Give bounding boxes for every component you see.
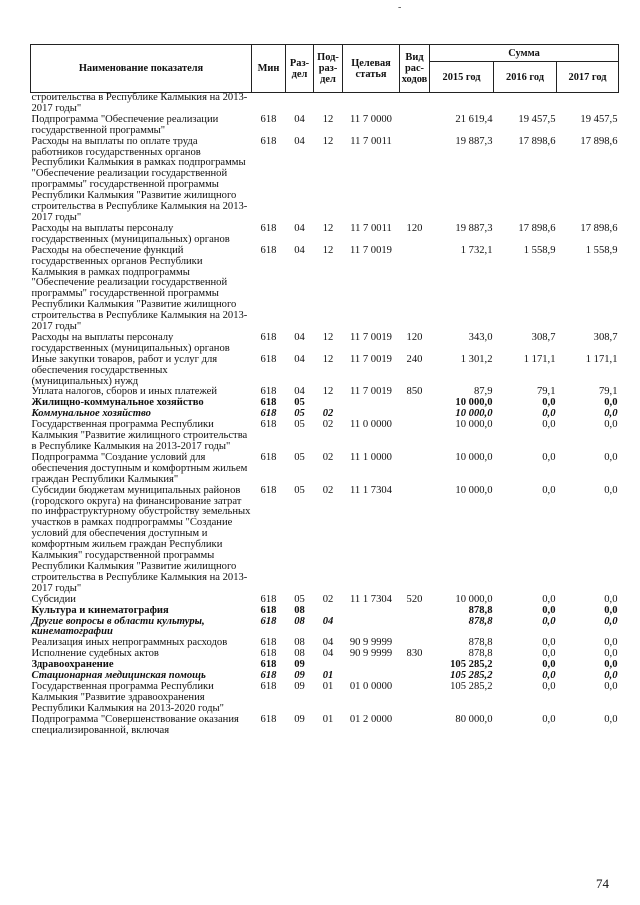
row-expense-type [400, 246, 430, 333]
row-target-article [343, 606, 400, 617]
row-min: 618 [260, 615, 277, 627]
row-razdel [286, 93, 314, 115]
row-podrazdel: 12 [322, 386, 334, 398]
row-2015: 10 000,0 [455, 593, 493, 605]
row-razdel: 04 [294, 222, 305, 234]
row-2017: 0,0 [604, 680, 618, 692]
row-min: 618 [260, 386, 277, 398]
row-2017: 0,0 [604, 648, 618, 660]
row-2017: 0,0 [604, 637, 618, 649]
row-name: Реализация иных непрограммных расходов [31, 637, 228, 649]
row-podrazdel: 04 [322, 615, 334, 627]
row-2017: 79,1 [598, 386, 618, 398]
header-2017: 2017 год [557, 62, 619, 93]
row-razdel: 04 [294, 386, 305, 398]
row-2016: 0,0 [542, 637, 556, 649]
row-podrazdel: 12 [322, 353, 334, 365]
row-podrazdel: 12 [322, 244, 334, 256]
header-name: Наименование показателя [31, 45, 252, 93]
table-row [31, 93, 619, 115]
row-target-article: 11 7 0011 [350, 135, 392, 147]
row-2017: 19 457,5 [580, 113, 618, 125]
row-podrazdel: 12 [322, 113, 334, 125]
row-2017: 1 558,9 [585, 244, 618, 256]
row-min: 618 [260, 451, 277, 463]
row-razdel: 08 [294, 604, 305, 616]
row-min: 618 [260, 419, 277, 431]
row-target-article [343, 660, 400, 671]
row-2015: 105 285,2 [450, 659, 493, 671]
row-target-article: 11 7 0019 [350, 331, 392, 343]
row-expense-type [400, 715, 430, 737]
row-2015: 343,0 [468, 331, 493, 343]
row-razdel: 05 [294, 408, 305, 420]
row-name: Коммунальное хозяйство [31, 408, 151, 420]
row-podrazdel: 01 [322, 680, 334, 692]
row-podrazdel: 12 [322, 331, 334, 343]
row-razdel: 04 [294, 135, 305, 147]
row-2016: 0,0 [542, 604, 556, 616]
row-min: 618 [260, 222, 277, 234]
row-expense-type: 850 [406, 386, 423, 398]
header-sum: Сумма [430, 45, 619, 62]
table-row [31, 224, 619, 246]
row-expense-type [400, 420, 430, 453]
row-2016: 308,7 [531, 331, 556, 343]
row-target-article: 11 7 0019 [350, 386, 392, 398]
row-podrazdel: 04 [322, 648, 334, 660]
row-expense-type [400, 398, 430, 409]
row-target-article: 11 1 0000 [350, 451, 392, 463]
row-podrazdel: 04 [322, 637, 334, 649]
row-2016: 1 558,9 [523, 244, 556, 256]
row-razdel: 04 [294, 353, 305, 365]
header-2015: 2015 год [430, 62, 494, 93]
row-2017: 0,0 [604, 593, 618, 605]
row-name: Расходы на выплаты персоналу государственных (муниципальных) органов [31, 331, 230, 354]
row-razdel: 05 [294, 484, 305, 496]
row-2015: 878,8 [468, 604, 493, 616]
row-2016: 0,0 [542, 670, 556, 682]
row-2015: 19 887,3 [455, 222, 493, 234]
row-target-article: 11 1 7304 [350, 484, 392, 496]
row-min [252, 93, 286, 115]
row-2015: 21 619,4 [455, 113, 493, 125]
row-expense-type [400, 93, 430, 115]
row-min: 618 [260, 353, 277, 365]
row-2015: 10 000,0 [455, 419, 493, 431]
row-name: Субсидии бюджетам муниципальных районов (городского округа) на финансирование затрат по инфраструктурному обустройству земельных участков в рамках подпрограммы "Создание условий для обеспечения доступным и комфортным жильем граждан Республики Калмыкия" государственной программы Республики Калмыкия "Развитие жилищного строительства в Республике Калмыкия на 2013-2017 годы" [31, 484, 251, 594]
row-podrazdel: 02 [322, 593, 334, 605]
row-2017: 0,0 [604, 451, 618, 463]
row-razdel: 08 [294, 648, 305, 660]
row-name: Иные закупки товаров, работ и услуг для обеспечения государственных (муниципальных) нужд [31, 353, 218, 387]
row-target-article [343, 398, 400, 409]
table-row [31, 595, 619, 606]
row-target-article: 11 7 0000 [350, 113, 392, 125]
row-min: 618 [260, 484, 277, 496]
row-razdel: 05 [294, 397, 305, 409]
row-2015: 105 285,2 [450, 670, 493, 682]
row-2016: 19 457,5 [518, 113, 556, 125]
row-2015 [430, 93, 494, 115]
row-podrazdel: 01 [322, 713, 334, 725]
budget-table [30, 44, 619, 736]
header-2016: 2016 год [494, 62, 557, 93]
row-min: 618 [260, 659, 277, 671]
row-2017: 0,0 [604, 670, 618, 682]
row-target-article: 90 9 9999 [349, 637, 393, 649]
row-podrazdel: 12 [322, 222, 334, 234]
row-target-article: 11 1 7304 [350, 593, 392, 605]
row-2017 [557, 93, 619, 115]
row-2017: 0,0 [604, 408, 618, 420]
row-razdel: 05 [294, 451, 305, 463]
row-2016: 79,1 [536, 386, 556, 398]
header-min: Мин [252, 45, 286, 93]
header-target-article: Целевая статья [343, 45, 400, 93]
row-name: Расходы на выплаты по оплате труда работников государственных органов Республики Калмыкия в рамках подпрограммы "Обеспечение реализации государственной программы" государственной программы Республики Калмыкия "Развитие жилищного строительства в Республике Калмыкия на 2013-2017 годы" [31, 135, 248, 223]
row-razdel: 09 [294, 670, 305, 682]
row-min: 618 [260, 135, 277, 147]
row-name: Государственная программа Республики Калмыкия "Развитие здравоохранения Республики Калмыкия на 2013-2020 годы" [31, 680, 224, 714]
row-expense-type [400, 682, 430, 715]
row-target-article [343, 617, 400, 639]
row-2017: 0,0 [604, 713, 618, 725]
row-razdel: 04 [294, 244, 305, 256]
row-min: 618 [260, 648, 277, 660]
row-razdel: 05 [294, 419, 305, 431]
row-2015: 10 000,0 [455, 397, 493, 409]
table-row [31, 115, 619, 137]
row-razdel: 09 [294, 659, 305, 671]
row-name: Жилищно-коммунальное хозяйство [31, 397, 204, 409]
row-name: Культура и кинематография [31, 604, 169, 616]
row-2016: 0,0 [542, 659, 556, 671]
row-2015: 105 285,2 [450, 680, 493, 692]
table-row [31, 420, 619, 453]
row-2016: 0,0 [542, 713, 556, 725]
table-row [31, 486, 619, 595]
row-expense-type [400, 606, 430, 617]
row-2016: 0,0 [542, 615, 556, 627]
table-row [31, 355, 619, 388]
row-2016: 0,0 [542, 451, 556, 463]
row-name: Подпрограмма "Совершенствование оказания специализированной, включая [31, 713, 239, 736]
row-expense-type: 520 [406, 593, 423, 605]
row-2017: 0,0 [604, 604, 618, 616]
row-2016: 0,0 [542, 397, 556, 409]
row-name: Подпрограмма "Создание условий для обеспечения доступным и комфортным жильем граждан Республики Калмыкия" [31, 451, 248, 485]
row-name: строительства в Республике Калмыкия на 2013-2017 годы" [31, 92, 248, 114]
table-row [31, 453, 619, 486]
row-name: Исполнение судебных актов [31, 648, 159, 660]
row-target-article: 11 7 0011 [350, 222, 392, 234]
row-2017: 0,0 [604, 397, 618, 409]
row-2016: 0,0 [542, 408, 556, 420]
row-expense-type [400, 453, 430, 486]
row-podrazdel: 02 [322, 484, 334, 496]
table-row [31, 617, 619, 639]
row-podrazdel: 02 [322, 419, 334, 431]
row-target-article: 11 7 0019 [350, 244, 392, 256]
table-row [31, 715, 619, 737]
row-name: Здравоохранение [31, 659, 114, 671]
row-target-article: 01 0 0000 [349, 680, 393, 692]
row-2016: 0,0 [542, 648, 556, 660]
row-min: 618 [260, 244, 277, 256]
row-expense-type [400, 409, 430, 420]
header-expense-type: Вид рас- ходов [400, 45, 430, 93]
row-podrazdel [314, 606, 343, 617]
row-expense-type [400, 115, 430, 137]
row-2016 [494, 93, 557, 115]
row-podrazdel [314, 93, 343, 115]
row-2015: 1 732,1 [460, 244, 493, 256]
row-min: 618 [260, 593, 277, 605]
row-podrazdel: 01 [322, 670, 334, 682]
page-number: 74 [596, 876, 609, 891]
row-expense-type [400, 617, 430, 639]
row-min: 618 [260, 637, 277, 649]
row-razdel: 09 [294, 680, 305, 692]
row-2016: 0,0 [542, 680, 556, 692]
row-2016: 0,0 [542, 593, 556, 605]
row-min: 618 [260, 604, 277, 616]
table-row [31, 333, 619, 355]
row-2017: 308,7 [593, 331, 618, 343]
row-2017: 17 898,6 [580, 135, 618, 147]
row-target-article: 90 9 9999 [349, 648, 393, 660]
row-2015: 10 000,0 [455, 408, 493, 420]
row-2015: 878,8 [468, 648, 493, 660]
table-row [31, 606, 619, 617]
row-min: 618 [260, 713, 277, 725]
row-razdel: 08 [294, 637, 305, 649]
table-row [31, 246, 619, 333]
row-expense-type [400, 660, 430, 671]
row-target-article: 11 0 0000 [350, 419, 392, 431]
row-2015: 878,8 [468, 637, 493, 649]
scan-mark: - [398, 2, 402, 13]
table-row [31, 649, 619, 660]
row-name: Государственная программа Республики Калмыкия "Развитие жилищного строительства в Республике Калмыкия на 2013-2017 годы" [31, 419, 248, 452]
row-2017: 17 898,6 [580, 222, 618, 234]
row-min: 618 [260, 680, 277, 692]
row-min: 618 [260, 397, 277, 409]
row-min: 618 [260, 331, 277, 343]
row-2015: 87,9 [473, 386, 493, 398]
row-2017: 1 171,1 [585, 353, 618, 365]
row-2016: 0,0 [542, 419, 556, 431]
row-name: Расходы на обеспечение функций государственных органов Республики Калмыкия в рамках подпрограммы "Обеспечение реализации государственной программы" государственной программы Республики Калмыкия "Развитие жилищного строительства в Республике Калмыкия на 2013-2017 годы" [31, 244, 248, 333]
row-2015: 878,8 [468, 615, 493, 627]
row-2015: 80 000,0 [455, 713, 493, 725]
row-razdel: 05 [294, 593, 305, 605]
row-target-article [343, 93, 400, 115]
header-podrazdel: Под- раз- дел [314, 45, 343, 93]
table-row [31, 682, 619, 715]
row-name: Стационарная медицинская помощь [31, 670, 206, 682]
row-expense-type: 120 [406, 331, 423, 343]
row-min: 618 [260, 408, 277, 420]
row-2016: 17 898,6 [518, 222, 556, 234]
row-target-article: 11 7 0019 [350, 353, 392, 365]
row-expense-type: 120 [406, 222, 423, 234]
table-row [31, 137, 619, 224]
row-expense-type [400, 137, 430, 224]
row-2017: 0,0 [604, 484, 618, 496]
row-razdel: 04 [294, 331, 305, 343]
row-expense-type [400, 671, 430, 682]
row-expense-type [400, 486, 430, 595]
row-2015: 1 301,2 [460, 353, 493, 365]
row-podrazdel: 02 [322, 408, 334, 420]
row-2015: 10 000,0 [455, 451, 493, 463]
row-name: Уплата налогов, сборов и иных платежей [31, 386, 218, 398]
row-podrazdel: 12 [322, 135, 334, 147]
row-2015: 19 887,3 [455, 135, 493, 147]
row-name: Другие вопросы в области культуры, кинематографии [31, 615, 205, 638]
row-razdel: 04 [294, 113, 305, 125]
row-2017: 0,0 [604, 615, 618, 627]
row-min: 618 [260, 113, 277, 125]
row-2017: 0,0 [604, 659, 618, 671]
row-name: Расходы на выплаты персоналу государственных (муниципальных) органов [31, 222, 230, 245]
header-razdel: Раз- дел [286, 45, 314, 93]
table-body [31, 93, 619, 737]
row-razdel: 09 [294, 713, 305, 725]
row-2016: 17 898,6 [518, 135, 556, 147]
row-podrazdel: 02 [322, 451, 334, 463]
row-min: 618 [260, 670, 277, 682]
row-name: Субсидии [31, 593, 76, 605]
row-2017: 0,0 [604, 419, 618, 431]
row-name: Подпрограмма "Обеспечение реализации государственной программы" [31, 113, 219, 136]
row-razdel: 08 [294, 615, 305, 627]
row-target-article: 01 2 0000 [349, 713, 393, 725]
row-2016: 1 171,1 [523, 353, 556, 365]
row-2015: 10 000,0 [455, 484, 493, 496]
row-expense-type: 240 [406, 353, 423, 365]
row-expense-type: 830 [406, 648, 423, 660]
row-2016: 0,0 [542, 484, 556, 496]
